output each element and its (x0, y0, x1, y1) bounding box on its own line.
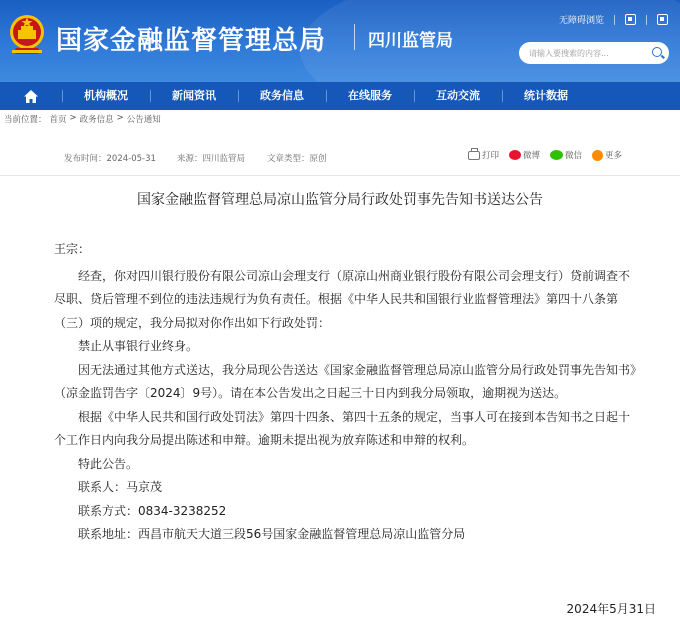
weibo-share-button[interactable] (509, 149, 540, 161)
paragraph-delivery: 因无法通过其他方式送达，我分局现公告送达《国家金融监督管理总局凉山监管分局行政处罚事先告知书》（凉金监罚告字〔2024〕9号）。请在本公告发出之日起三十日内到我分局领取，逾期视为送达。 (54, 362, 637, 400)
contact-phone: 联系方式：0834-3238252 (78, 503, 227, 518)
weibo-label: 微博 (522, 151, 540, 161)
wechat-icon (550, 150, 563, 160)
utility-bar (559, 13, 668, 26)
article-meta (0, 134, 680, 176)
contact-person: 联系人：马京茂 (78, 480, 163, 494)
utility-divider (614, 15, 615, 25)
breadcrumb-separator: > (116, 113, 124, 123)
utility-divider (646, 15, 647, 25)
nav-item-online-service[interactable]: 在线服务 (326, 82, 414, 110)
nav-item-about[interactable]: 机构概况 (62, 82, 150, 110)
search-box (519, 42, 669, 64)
wechat-share-button[interactable] (550, 149, 582, 161)
print-label: 打印 (481, 151, 499, 161)
paragraph-rights: 根据《中华人民共和国行政处罚法》第四十四条、第四十五条的规定，当事人可在接到本告知书之日起十个工作日内向我分局提出陈述和申辩。逾期未提出视为放弃陈述和申辩的权利。 (54, 409, 631, 447)
main-nav (0, 82, 680, 110)
article-title: 国家金融监督管理总局凉山监管分局行政处罚事先告知书送达公告 (137, 192, 543, 208)
site-subtitle[interactable]: 四川监管局 (368, 31, 453, 51)
paragraph-closing: 特此公告。 (78, 456, 139, 471)
mobile-version-icon[interactable] (625, 14, 636, 25)
more-icon (592, 150, 603, 161)
national-emblem-icon[interactable] (8, 10, 46, 60)
nav-item-statistics[interactable]: 统计数据 (502, 82, 590, 110)
breadcrumb-home[interactable]: 首页 (49, 115, 67, 125)
print-icon (468, 151, 480, 160)
article-date: 2024年5月31日 (566, 602, 656, 616)
search-input[interactable] (529, 49, 645, 58)
nav-item-interaction[interactable]: 互动交流 (414, 82, 502, 110)
print-button[interactable] (468, 149, 499, 161)
article-source: 来源：四川监管局 (177, 154, 246, 164)
site-header (0, 0, 680, 82)
settings-icon[interactable] (657, 14, 668, 25)
breadcrumb (4, 113, 161, 125)
home-icon (23, 89, 39, 104)
salutation: 王宗： (54, 242, 91, 256)
paragraph-findings: 经查，你对四川银行股份有限公司凉山会理支行（原凉山州商业银行股份有限公司会理支行）贷前调查不尽职、贷后管理不到位的违法违规行为负有责任。根据《中华人民共和国银行业监督管理法》第四十八条第（三）项的规定，我分局拟对你作出如下行政处罚： (54, 268, 631, 330)
paragraph-penalty: 禁止从事银行业终身。 (78, 339, 199, 353)
title-divider (354, 24, 355, 50)
nav-home[interactable] (0, 82, 62, 110)
breadcrumb-government-info[interactable]: 政务信息 (79, 115, 114, 125)
wechat-label: 微信 (564, 151, 582, 161)
accessibility-link[interactable]: 无障碍浏览 (558, 16, 604, 26)
site-title[interactable]: 国家金融监督管理总局 (56, 26, 327, 56)
more-label: 更多 (604, 151, 622, 161)
nav-item-news[interactable]: 新闻资讯 (150, 82, 238, 110)
weibo-icon (509, 150, 521, 160)
search-icon[interactable] (652, 47, 662, 57)
more-share-button[interactable] (592, 149, 622, 161)
breadcrumb-announcements[interactable]: 公告通知 (126, 115, 161, 125)
share-bar (468, 149, 622, 161)
contact-address: 联系地址：西昌市航天大道三段56号国家金融监督管理总局凉山监管分局 (78, 527, 466, 541)
breadcrumb-separator: > (69, 113, 77, 123)
article-body (54, 238, 640, 547)
article-type: 文章类型：原创 (267, 154, 327, 164)
nav-item-government-info[interactable]: 政务信息 (238, 82, 326, 110)
publish-time: 发布时间：2024-05-31 (64, 154, 156, 164)
breadcrumb-label: 当前位置： (4, 115, 47, 125)
